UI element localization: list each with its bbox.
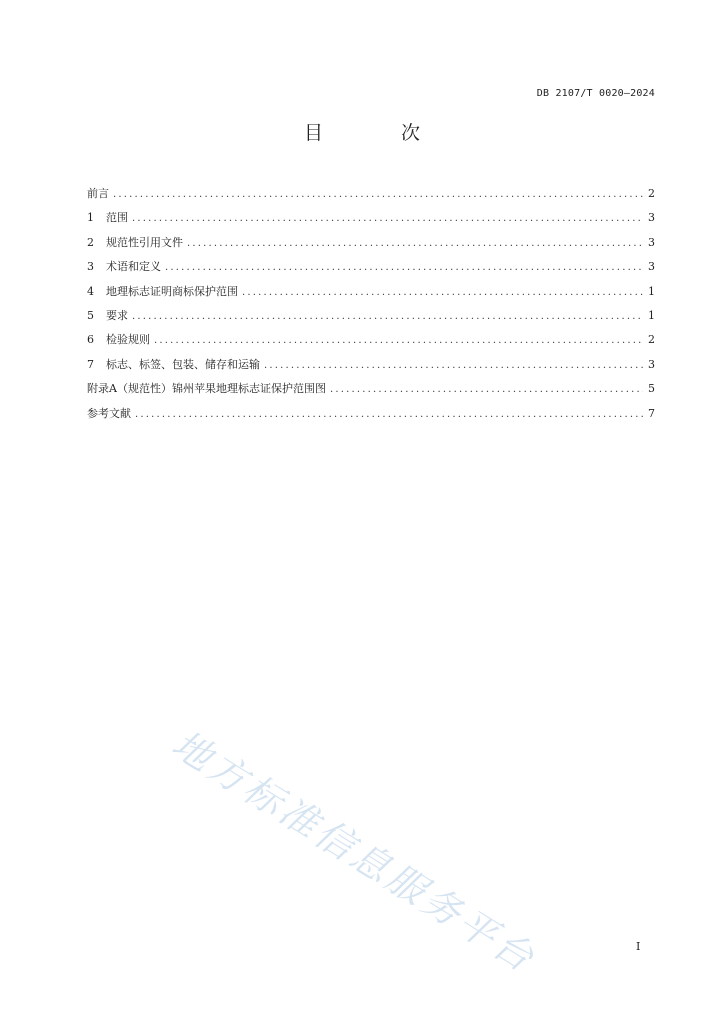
toc-entry[interactable] (87, 206, 655, 230)
toc-entry-number: 7 (87, 357, 94, 371)
toc-entry[interactable] (87, 280, 655, 304)
toc-leader-dots (132, 207, 643, 231)
toc-entry-page: 3 (648, 357, 655, 371)
toc-entry-page: 3 (648, 235, 655, 249)
toc-entry[interactable] (87, 182, 655, 206)
toc-entry-number: 5 (87, 308, 94, 322)
toc-entry-number: 4 (87, 284, 94, 298)
toc-entry[interactable] (87, 328, 655, 352)
document-code: DB 2107/T 0020—2024 (536, 88, 655, 99)
toc-entry[interactable] (87, 402, 655, 426)
toc-leader-dots (264, 354, 643, 378)
toc-entry-number: 3 (87, 260, 94, 274)
toc-leader-dots (154, 329, 643, 353)
toc-entry-page: 7 (648, 406, 655, 420)
toc-entry-label: 参考文献 (87, 406, 131, 420)
toc-leader-dots (242, 281, 643, 305)
toc-entry-number: 2 (87, 235, 94, 249)
toc-entry-label: 要求 (106, 308, 128, 322)
watermark: 地方标准信息服务平台 (164, 721, 544, 982)
toc-leader-dots (132, 305, 643, 329)
toc-entry-page: 2 (648, 187, 655, 200)
table-of-contents (87, 182, 655, 426)
page-title: 目 次 (303, 122, 457, 144)
toc-entry-label: 地理标志证明商标保护范围 (106, 284, 238, 298)
toc-entry[interactable] (87, 255, 655, 279)
toc-leader-dots (330, 378, 643, 402)
toc-leader-dots (135, 403, 643, 427)
toc-leader-dots (113, 183, 643, 207)
toc-entry[interactable] (87, 231, 655, 255)
toc-leader-dots (187, 232, 643, 256)
toc-leader-dots (165, 256, 643, 280)
toc-entry[interactable] (87, 304, 655, 328)
toc-entry-page: 2 (648, 333, 655, 347)
page-number: I (636, 940, 641, 953)
toc-entry-label: 术语和定义 (106, 260, 161, 274)
toc-entry-label: 范围 (106, 211, 128, 225)
toc-entry[interactable] (87, 353, 655, 377)
toc-entry-label: 检验规则 (106, 333, 150, 347)
toc-entry-label: 前言 (87, 187, 109, 200)
toc-entry-page: 1 (648, 284, 655, 298)
toc-entry-number: 1 (87, 211, 94, 225)
toc-entry-page: 1 (648, 308, 655, 322)
toc-entry-page: 5 (648, 382, 655, 396)
toc-entry-page: 3 (648, 211, 655, 225)
toc-entry-label: 规范性引用文件 (106, 235, 183, 249)
toc-entry[interactable] (87, 377, 655, 401)
toc-entry-page: 3 (648, 260, 655, 274)
toc-entry-number: 6 (87, 333, 94, 347)
toc-entry-label: 标志、标签、包装、储存和运输 (106, 357, 260, 371)
toc-entry-label: 附录A（规范性）锦州苹果地理标志证保护范围图 (87, 382, 326, 396)
